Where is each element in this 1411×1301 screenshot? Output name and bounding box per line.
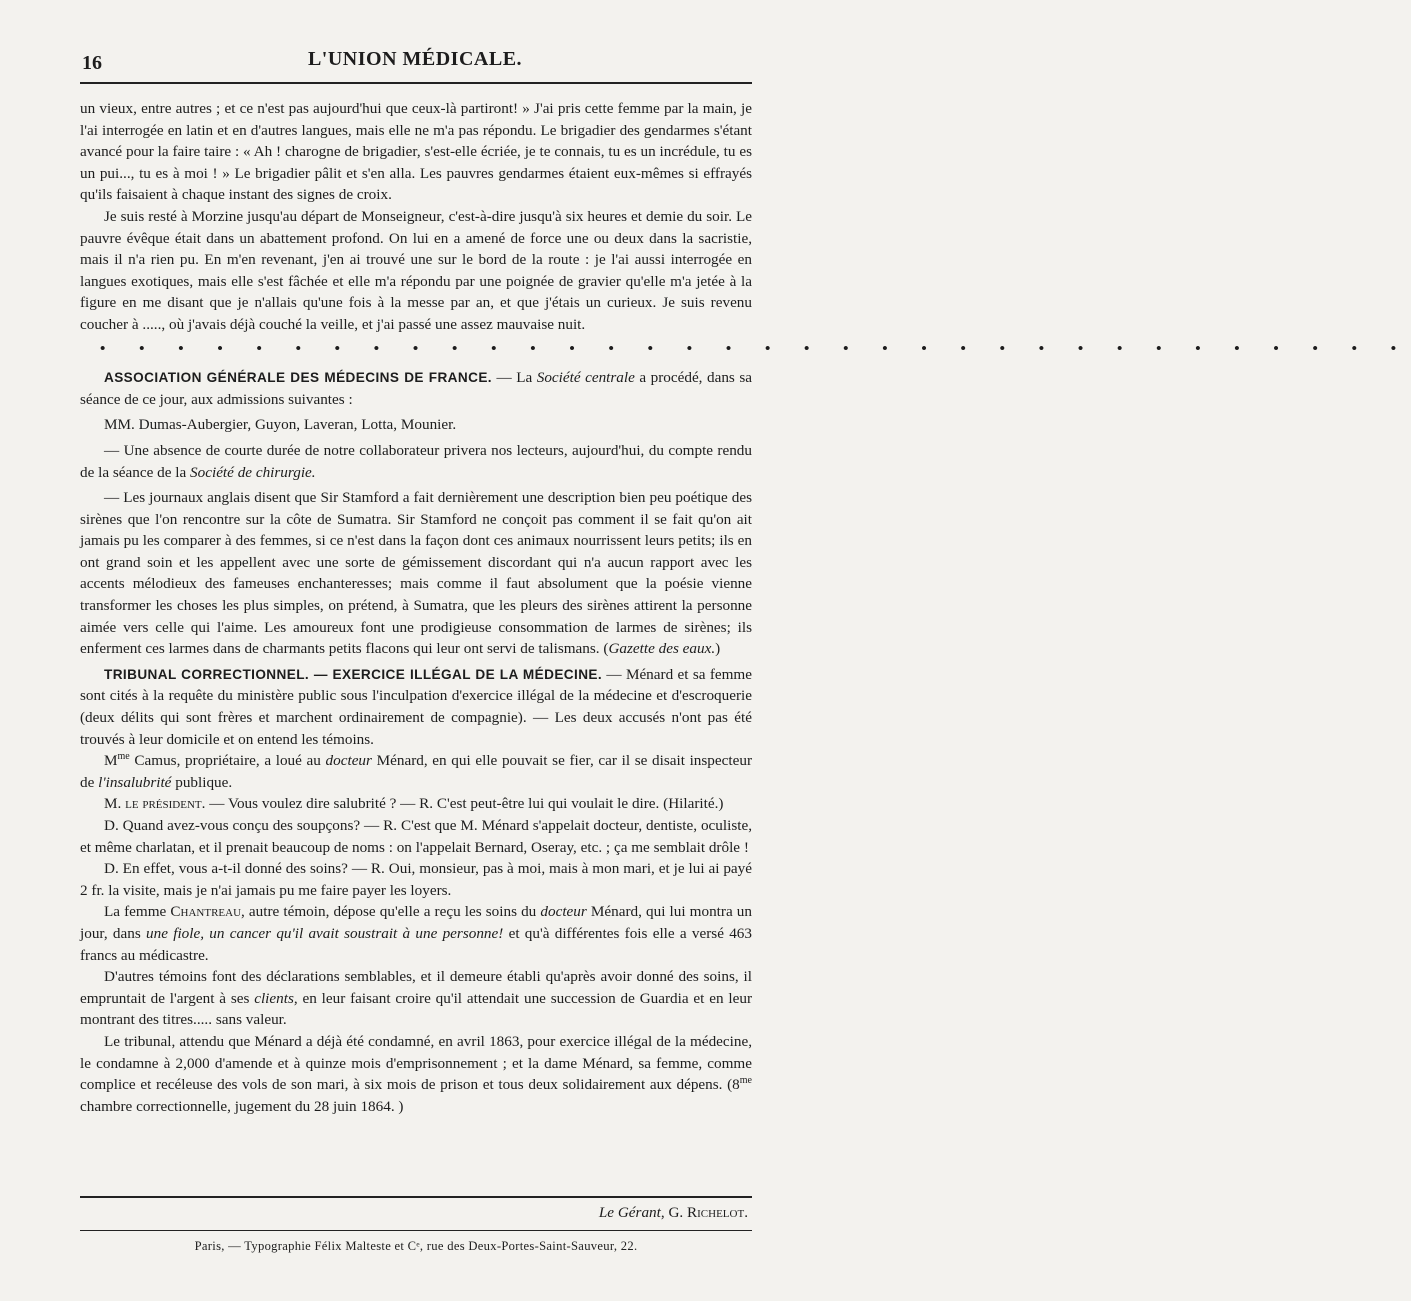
paragraph-chantreau: La femme Chantreau, autre témoin, dépose qu'elle a reçu les soins du docteur Ménard, qui lui montra un jour, dans une fiole, un cancer qu'il avait soustrait à une personne! et qu'à différentes fois elle a versé 463 francs au médicastre.: [80, 903, 752, 964]
section-dot-separator: • • • • • • • • • • • • • • • • • • • • • • • • • • • • • • • • • •: [100, 339, 1411, 357]
paragraph-sirenes: — Les journaux anglais disent que Sir Stamford a fait dernièrement une description bien peu poétique des sirènes que l'on rencontre sur la côte de Sumatra. Sir Stamford ne conçoit pas comment il se fait qu'on ait jamais pu les comparer à des femmes, si ce n'est dans la façon dont ces animaux nourrissent leurs petits; ils en ont grand soin et les appellent avec une sorte de gémissement discordant qui n'a aucun rapport avec les accents mélodieux des fameuses enchanteresses; mais comme il faut absolument que la poésie vienne transformer les choses les plus simples, on prétend, à Sumatra, que les pleurs des sirènes attirent la personne aimée vers celle qui l'aime. Les amoureux font une prodigieuse consommation de larmes de sirènes; ils enferment ces larmes dans de charmants petits flacons qui leur ont servi de talismans. (Gazette des eaux.): [80, 489, 752, 658]
paragraph-jugement: Le tribunal, attendu que Ménard a déjà été condamné, en avril 1863, pour exercice illégal de la médecine, le condamne à 2,000 d'amende et à quinze mois d'emprisonnement ; et la dame Ménard, sa femme, comme complice et recéleuse des vols de son mari, à six mois de prison et tous deux solidairement aux dépens. ($8^{me}$ chambre correctionnelle, jugement du 28 juin 1864. ): [80, 1032, 752, 1115]
running-header: [80, 46, 750, 76]
paragraph-absence: — Une absence de courte durée de notre collaborateur privera nos lecteurs, aujourd'hui, du compte rendu de la séance de la Société de chirurgie.: [80, 441, 752, 481]
paragraph-question-soupcons: D. Quand avez-vous conçu des soupçons? — R. C'est que M. Ménard s'appelait docteur, dentiste, oculiste, et même charlatan, et il prenait beaucoup de noms : on l'appelait Bernard, Oseray, etc. ; ça me semblait drôle !: [80, 817, 752, 856]
paragraph-association: ASSOCIATION GÉNÉRALE DES MÉDECINS DE FRANCE. — La Société centrale a procédé, dans sa séance de ce jour, aux admissions suivantes :: [80, 369, 752, 408]
page-number: 16: [82, 52, 102, 74]
paragraph-camus: $M^{me}$ Camus, propriétaire, a loué au docteur Ménard, en qui elle pouvait se fier, car il se disait inspecteur de l'insalubrité publique.: [80, 751, 752, 791]
journal-title: L'UNION MÉDICALE.: [307, 48, 523, 70]
header-rule: [80, 82, 752, 84]
rubric-tribunal: TRIBUNAL CORRECTIONNEL. — EXERCICE ILLÉGAL DE LA MÉDECINE.: [104, 666, 603, 682]
paragraph-morzine-continued: un vieux, entre autres ; et ce n'est pas aujourd'hui que ceux-là partiront! » J'ai pris cette femme par la main, je l'ai interrogée en latin et en d'autres langues, mais elle ne m'a pas répondu. Le brigadier des gendarmes s'étant avancé pour la faire taire : « Ah ! charogne de brigadier, s'est-elle écriée, je te connais, tu es un incrédule, tu es un pui..., tu es à moi ! » Le brigadier pâlit et s'en alla. Les pauvres gendarmes étaient eux-mêmes si effrayés qu'ils faisaient à chaque instant des signes de croix.: [80, 100, 752, 204]
printer-imprint: Paris, — Typographie Félix Malteste et Cᵉ, rue des Deux-Portes-Saint-Sauveur, 22.: [194, 1239, 638, 1253]
footer-rule-bottom: [80, 1230, 752, 1231]
paragraph-tribunal: TRIBUNAL CORRECTIONNEL. — EXERCICE ILLÉGAL DE LA MÉDECINE. — Ménard et sa femme sont cités à la requête du ministère public sous l'inculpation d'exercice illégal de la médecine et d'escroquerie (deux délits qui sont frères et marchent ordinairement de compagnie). — Les deux accusés n'ont pas été trouvés à leur domicile et on entend les témoins.: [80, 665, 752, 748]
paragraph-president: M. le président. — Vous voulez dire salubrité ? — R. C'est peut-être lui qui voulait le dire. (Hilarité.): [104, 795, 724, 813]
body-text: [80, 98, 1411, 1117]
rubric-association: ASSOCIATION GÉNÉRALE DES MÉDECINS DE FRANCE.: [104, 370, 492, 386]
paragraph-morzine-return: Je suis resté à Morzine jusqu'au départ de Monseigneur, c'est-à-dire jusqu'à six heures et demie du soir. Le pauvre évêque était dans un abattement profond. On lui en a amené de force une ou deux dans la sacristie, mais il n'a rien pu. En m'en revenant, j'en ai trouvé une sur le bord de la route : je l'ai aussi interrogée en langues exotiques, mais elle s'est fâchée et elle m'a répondu par une poignée de gravier qu'elle m'a jetée à la figure en me disant que je n'allais qu'une fois à la messe par an, et que j'étais un curieux. Je suis revenu coucher à ....., où j'avais déjà couché la veille, et j'ai passé une assez mauvaise nuit.: [80, 207, 752, 333]
footer-rule: [80, 1196, 752, 1198]
page-footer: [80, 1196, 752, 1254]
paragraph-question-soins: D. En effet, vous a-t-il donné des soins? — R. Oui, monsieur, pas à moi, mais à mon mari, et je lui ai payé 2 fr. la visite, mais je n'ai jamais pu me faire payer les loyers.: [80, 860, 752, 899]
admissions-list: MM. Dumas-Aubergier, Guyon, Laveran, Lotta, Mounier.: [104, 416, 457, 434]
gerant-signature: Le Gérant, G. Richelot.: [598, 1204, 748, 1221]
paragraph-autres-temoins: D'autres témoins font des déclarations semblables, et il demeure établi qu'après avoir donné des soins, il empruntait de l'argent à ses clients, en leur faisant croire qu'il attendait une succession de Guardia et en leur montrant des titres..... sans valeur.: [80, 968, 753, 1029]
